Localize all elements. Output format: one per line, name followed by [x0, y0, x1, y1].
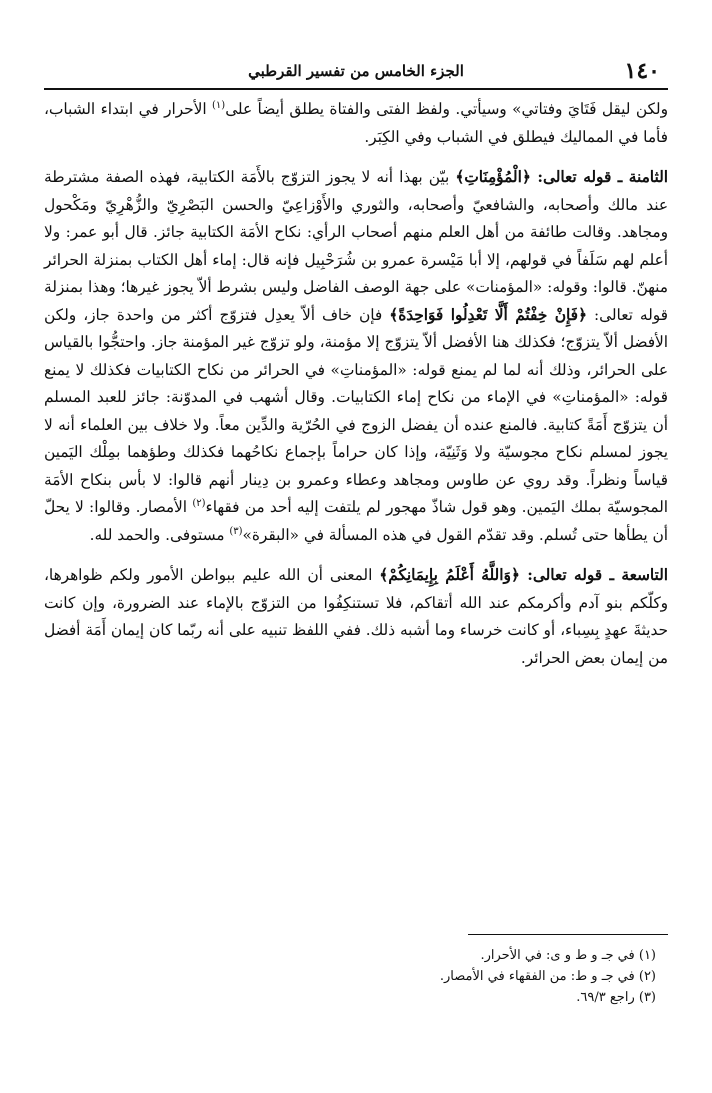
quran-verse: ﴿الْمُؤْمِنَاتِ﴾	[455, 168, 531, 186]
footnote: (٢) في جـ و ط: من الفقهاء في الأمصار.	[439, 969, 656, 984]
paragraph-text: مستوفى. والحمد لله.	[89, 525, 230, 544]
footnote-marker: (١)	[212, 99, 226, 111]
paragraph-p3	[44, 562, 668, 672]
footnotes	[56, 934, 668, 1008]
quran-verse: ﴿فَإِنْ خِفْتُمْ أَلَّا تَعْدِلُوا فَوَاحِدَةً﴾	[389, 305, 587, 324]
paragraph-p1	[44, 96, 668, 151]
body-text	[44, 96, 668, 672]
footnote: (٣) راجع ٦٩/٣.	[576, 990, 656, 1005]
running-title: الجزء الخامس من تفسير القرطبي	[248, 62, 464, 80]
footnote-marker: (٣)	[229, 525, 243, 537]
footnote-marker: (٢)	[192, 497, 206, 509]
footnote-separator	[468, 934, 668, 935]
paragraph-text: بيّن بهذا أنه لا يجوز التزوّج بالأَمَة الكتابية، فهذه الصفة مشترطة عند مالك وأصحابه، والشافعيّ وأصحابه، والثوري والأَوْزاعِيّ والحسن البَصْرِيّ والزُّهْرِيّ ومَكْحول ومجاهد. وقالت طائفة من أهل العلم منهم أصحاب الرأي: نكاح الأمَة الكتابية جائز. قال أبو عمر: ولا أعلم لهم سَلَفاً في قولهم، إلا أبا مَيْسرة عمرو بن شُرَحْبِيل فإنه قال: إماء أهل الكتاب بمنزلة الحرائر منهنّ. قالوا: وقوله: «المؤمنات» على جهة الوصف الفاضل وليس بشرط ألاّ يجوز غيرها؛ وهذا بمنزلة قوله تعالى:	[44, 168, 668, 324]
paragraph-text: الأحرار في ابتداء الشباب، فأما في المماليك فيطلق في الشباب وفي الكِبَر.	[44, 100, 668, 146]
footnote: (١) في جـ و ط و ى: في الأحرار.	[480, 948, 656, 963]
paragraph-text: فإن خاف ألاّ يعدِل فتزوّج أكثر من واحدة جاز، ولكن الأفضل ألاّ يتزوّج؛ فكذلك هنا الأفضل ألاّ يتزوّج إلا مؤمنة، ولو تزوّج غير المؤمنة جاز. واحتجُّوا بالقياس على الحرائر، وذلك أنه لما لم يمنع قوله: «المؤمناتِ» في الحرائر من نكاح الكتابيات فكذلك لا يمنع قوله: «المؤمناتِ» في الإماء من نكاح إماء الكتابيات. وقال أشهب في المدوّنة: جائز للعبد المسلم أن يتزوّج أَمَةً كتابية. فالمنع عنده أن يفضل الزوج في الحُرّية والدِّين معاً. ولا خلاف بين العلماء أنه لا يجوز لمسلم نكاح مجوسيّة ولا وَثَنِيّة، وإذا كان حراماً بإجماع نكاحُهما فكذلك وطؤهما بمِلْك اليَمين قياساً ونظراً. وقد روي عن طاوس ومجاهد وعطاء وعمرو بن دِينار أنهم قالوا: لا بأس بنكاح الأمَة المجوسيّة بملك اليَمين. وهو قول شاذّ مهجور لم يلتفت إليه أحد من فقهاء	[44, 305, 668, 516]
paragraph-text: ولكن ليقل فَتَايَ وفتاتي» وسيأتي. ولفظ الفتى والفتاة يطلق أيضاً على	[225, 100, 668, 118]
page-header	[44, 56, 668, 90]
quran-verse: ﴿وَاللَّهُ أَعْلَمُ بِإِيمَانِكُمْ﴾	[379, 566, 520, 584]
section-heading: الثامنة ـ قوله تعالى:	[530, 168, 668, 186]
paragraph-p2	[44, 164, 668, 549]
paragraph-text: المعنى أن الله عليم ببواطن الأمور ولكم ظواهرها، وكلّكم بنو آدم وأكرمكم عند الله أتقاكم، فلا تستنكِفُوا من التزوّج بالإماء عند الضرورة، وإن كانت حديثةَ عهدٍ بِسِباء، أو كانت خرساء وما أشبه ذلك. ففي اللفظ تنبيه على أنه ربّما كان إيمان أَمَة أفضل من إيمان بعض الحرائر.	[44, 566, 668, 667]
paragraph-text: الأمصار. وقالوا: لا يحلّ أن يطأها حتى تُسلم. وقد تقدّم القول في هذه المسألة في «البقرة»	[44, 498, 668, 544]
section-heading: التاسعة ـ قوله تعالى:	[519, 566, 669, 584]
page-number: ١٤٠	[624, 58, 660, 84]
header-rule	[44, 88, 668, 90]
